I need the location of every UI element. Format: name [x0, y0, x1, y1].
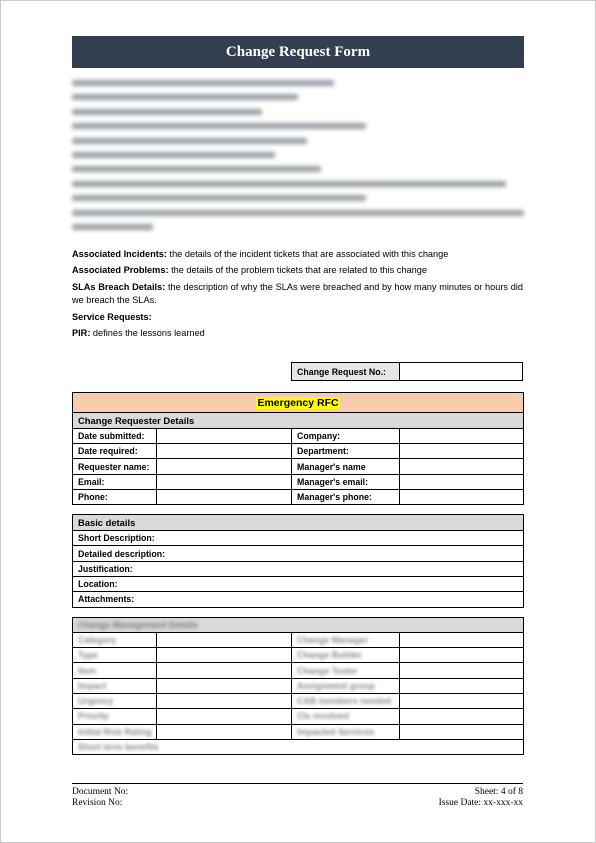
field-label[interactable]: Short term benefits — [73, 739, 524, 754]
field-label: CIs involved — [292, 709, 400, 724]
change-request-no-table — [291, 362, 523, 381]
field-input[interactable] — [400, 709, 524, 724]
rfc-table — [72, 392, 524, 755]
form-title: Change Request Form — [72, 36, 524, 68]
field-input[interactable] — [157, 663, 292, 678]
definition-service-requests: Service Requests: — [72, 311, 152, 322]
field-input[interactable] — [400, 489, 524, 504]
field-input[interactable] — [157, 648, 292, 663]
table-row — [73, 592, 524, 607]
table-row — [73, 709, 524, 724]
field-label: Type — [73, 648, 157, 663]
field-input[interactable] — [400, 648, 524, 663]
table-row — [73, 459, 524, 474]
field-input[interactable] — [157, 694, 292, 709]
field-input[interactable] — [157, 678, 292, 693]
field-input[interactable] — [400, 678, 524, 693]
definition-incidents: Associated Incidents: the details of the incident tickets that are associated with this change — [72, 249, 449, 259]
field-input[interactable] — [157, 459, 292, 474]
change-request-no-field[interactable] — [400, 363, 523, 381]
basic-section-header: Basic details — [73, 515, 524, 531]
basic-field[interactable]: Short Description: — [73, 531, 524, 546]
field-label: Email: — [73, 474, 157, 489]
field-input[interactable] — [157, 632, 292, 647]
table-row — [73, 576, 524, 591]
field-input[interactable] — [400, 444, 524, 459]
table-row — [73, 694, 524, 709]
field-label: Priority — [73, 709, 157, 724]
table-row — [73, 739, 524, 754]
field-label: Manager's name — [292, 459, 400, 474]
definition-problems: Associated Problems: the details of the problem tickets that are related to this change — [72, 265, 427, 276]
table-row — [73, 546, 524, 561]
field-label: Phone: — [73, 489, 157, 504]
revision-no: Revision No: — [72, 798, 123, 808]
blurred-section-header: Change Management Details — [73, 617, 524, 632]
table-row — [73, 663, 524, 678]
field-label: Item — [73, 663, 157, 678]
field-input[interactable] — [400, 632, 524, 647]
table-row — [73, 444, 524, 459]
basic-field[interactable]: Detailed description: — [73, 546, 524, 561]
field-label: Manager's email: — [292, 474, 400, 489]
sheet-number: Sheet: 4 of 8 — [474, 787, 523, 797]
table-row — [73, 561, 524, 576]
field-label: Date submitted: — [73, 428, 157, 443]
spacer — [73, 505, 524, 515]
rfc-type-banner: Emergency RFC — [73, 393, 524, 413]
field-label: Company: — [292, 428, 400, 443]
table-row — [73, 678, 524, 693]
issue-date: Issue Date: xx-xxx-xx — [438, 798, 523, 808]
table-row — [73, 632, 524, 647]
field-label: Assignment group — [292, 678, 400, 693]
definition-sla-breach: SLAs Breach Details: the description of why the SLAs were breached and by how many minutes or hours did we breach the SLAs. — [72, 281, 523, 306]
field-input[interactable] — [157, 489, 292, 504]
field-input[interactable] — [400, 694, 524, 709]
field-input[interactable] — [157, 428, 292, 443]
field-input[interactable] — [157, 474, 292, 489]
table-row — [73, 428, 524, 443]
definitions — [72, 248, 523, 343]
field-input[interactable] — [400, 428, 524, 443]
field-input[interactable] — [157, 709, 292, 724]
basic-field[interactable]: Justification: — [73, 561, 524, 576]
field-label: Change Manager — [292, 632, 400, 647]
table-row — [73, 531, 524, 546]
document-no: Document No: — [72, 787, 129, 797]
requester-section-header: Change Requester Details — [73, 413, 524, 429]
field-input[interactable] — [400, 474, 524, 489]
table-row — [73, 489, 524, 504]
field-label: Initial Risk Rating — [73, 724, 157, 739]
field-label: Department: — [292, 444, 400, 459]
field-label: Category — [73, 632, 157, 647]
table-row — [73, 648, 524, 663]
field-label: Change Tester — [292, 663, 400, 678]
field-label: CAB members needed — [292, 694, 400, 709]
field-label: Date required: — [73, 444, 157, 459]
basic-field[interactable]: Location: — [73, 576, 524, 591]
field-label: Impacted Services — [292, 724, 400, 739]
field-label: Impact — [73, 678, 157, 693]
blurred-intro-text — [72, 80, 524, 238]
basic-field[interactable]: Attachments: — [73, 592, 524, 607]
field-input[interactable] — [400, 663, 524, 678]
change-request-no-label: Change Request No.: — [292, 363, 400, 381]
field-label: Change Builder — [292, 648, 400, 663]
definition-pir: PIR: defines the lessons learned — [72, 328, 205, 339]
field-label: Manager's phone: — [292, 489, 400, 504]
field-input[interactable] — [157, 724, 292, 739]
field-input[interactable] — [400, 459, 524, 474]
table-row — [73, 724, 524, 739]
spacer — [73, 607, 524, 617]
table-row — [73, 474, 524, 489]
page-footer — [72, 783, 523, 809]
field-input[interactable] — [400, 724, 524, 739]
field-input[interactable] — [157, 444, 292, 459]
field-label: Requester name: — [73, 459, 157, 474]
field-label: Urgency — [73, 694, 157, 709]
